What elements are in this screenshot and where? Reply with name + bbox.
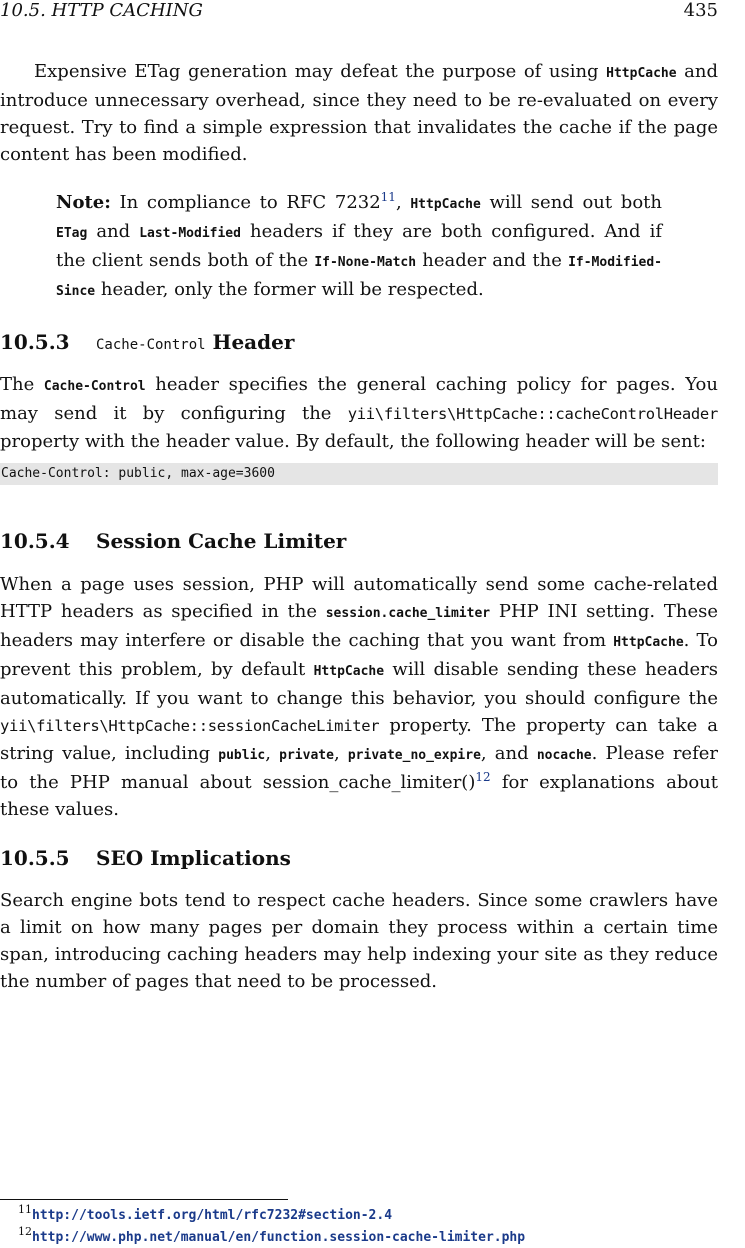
heading-code: Cache-Control	[96, 337, 206, 353]
body-text: , and	[480, 743, 537, 764]
inline-code: HttpCache	[613, 635, 684, 650]
note-text: and	[87, 221, 140, 242]
api-reference-link[interactable]: yii\filters\HttpCache::sessionCacheLimiter	[0, 717, 380, 735]
body-text: ,	[333, 743, 348, 764]
footnote-number: 11	[18, 1203, 32, 1216]
body-text: When a page uses session, PHP will automatically send some cache-related HTTP headers as specified in the	[0, 574, 718, 622]
body-text: The	[0, 374, 44, 395]
footnote-number: 12	[18, 1225, 32, 1238]
inline-code: Last-Modified	[139, 226, 241, 241]
body-text: PHP INI setting. These headers may interfere or disable the caching that you want from	[0, 601, 718, 651]
note-text: header, only the former will be respected.	[95, 279, 484, 300]
inline-code: If-None-Match	[314, 255, 417, 270]
running-head	[0, 0, 718, 22]
body-text: property. The property can take a string value, including	[0, 715, 718, 764]
body-text: header specifies the general caching policy for pages. You may send it by configuring the	[0, 374, 718, 424]
inline-code: session.cache_limiter	[325, 606, 491, 621]
section-title: Header	[205, 330, 295, 354]
note-box	[56, 189, 662, 305]
note-text: ,	[395, 192, 411, 213]
note-text: header and the	[416, 250, 569, 271]
seo-paragraph	[0, 887, 718, 995]
note-label: Note:	[56, 192, 111, 213]
note-text: will send out both	[480, 192, 662, 213]
footnote-12	[18, 1225, 526, 1248]
inline-code: HttpCache	[606, 66, 677, 81]
api-reference-link[interactable]: yii\filters\HttpCache::cacheControlHeader	[347, 405, 718, 423]
body-text: property with the header value. By default, the following header will be sent:	[0, 431, 706, 452]
inline-code: If-Modified-Since	[56, 255, 662, 299]
footnote-link[interactable]: http://tools.ietf.org/html/rfc7232#section-2.4	[32, 1208, 393, 1223]
body-text: ,	[265, 743, 280, 764]
footnote-link[interactable]: http://www.php.net/manual/en/function.session-cache-limiter.php	[32, 1230, 526, 1245]
session-limiter-paragraph	[0, 571, 718, 823]
inline-code: ETag	[56, 226, 88, 241]
page-number: 435	[683, 0, 718, 21]
footnote-ref-12[interactable]: 12	[475, 770, 491, 784]
note-text: headers if they are both configured. And if the client sends both of the	[56, 221, 662, 271]
code-block: Cache-Control: public, max-age=3600	[0, 463, 718, 485]
inline-code: private_no_expire	[347, 748, 481, 763]
body-text: . Please refer to the PHP manual about session_cache_limiter()	[0, 743, 719, 793]
inline-code: HttpCache	[410, 197, 481, 212]
intro-text: and introduce unnecessary overhead, since they need to be re-evaluated on every request. Try to find a simple expression that invalidates the cache if the page content has been modified.	[0, 61, 718, 165]
section-heading-10-5-3	[0, 328, 294, 359]
section-number: 10.5.5	[0, 846, 70, 870]
section-title: SEO Implications	[96, 846, 291, 870]
inline-code: Cache-Control	[43, 379, 146, 394]
intro-paragraph	[0, 58, 718, 168]
section-title: Session Cache Limiter	[96, 529, 347, 553]
inline-code: private	[279, 748, 334, 763]
inline-code: HttpCache	[313, 664, 385, 679]
inline-code: nocache	[536, 748, 592, 763]
note-text: In compliance to RFC 7232	[110, 192, 381, 213]
footnote-rule	[0, 1199, 288, 1200]
running-head-section: 10.5. HTTP CACHING	[0, 0, 203, 21]
footnote-ref-11[interactable]: 11	[380, 190, 396, 204]
body-text: . To prevent this problem, by default	[0, 630, 719, 680]
body-text: will disable sending these headers automatically. If you want to change this behavior, you should configure the	[0, 659, 718, 709]
section-number: 10.5.4	[0, 529, 70, 553]
intro-text: Expensive ETag generation may defeat the purpose of using	[34, 61, 607, 82]
inline-code: public	[218, 748, 266, 763]
section-heading-10-5-4	[0, 527, 346, 555]
footnote-11	[18, 1203, 393, 1226]
section-number: 10.5.3	[0, 330, 70, 354]
section-heading-10-5-5	[0, 844, 291, 872]
cache-control-paragraph	[0, 371, 718, 455]
body-text: Search engine bots tend to respect cache headers. Since some crawlers have a limit on how many pages per domain they process within a certain time span, introducing caching headers may help indexing your site as they reduce the number of pages that need to be processed.	[0, 890, 718, 992]
body-text: for explanations about these values.	[0, 772, 719, 820]
